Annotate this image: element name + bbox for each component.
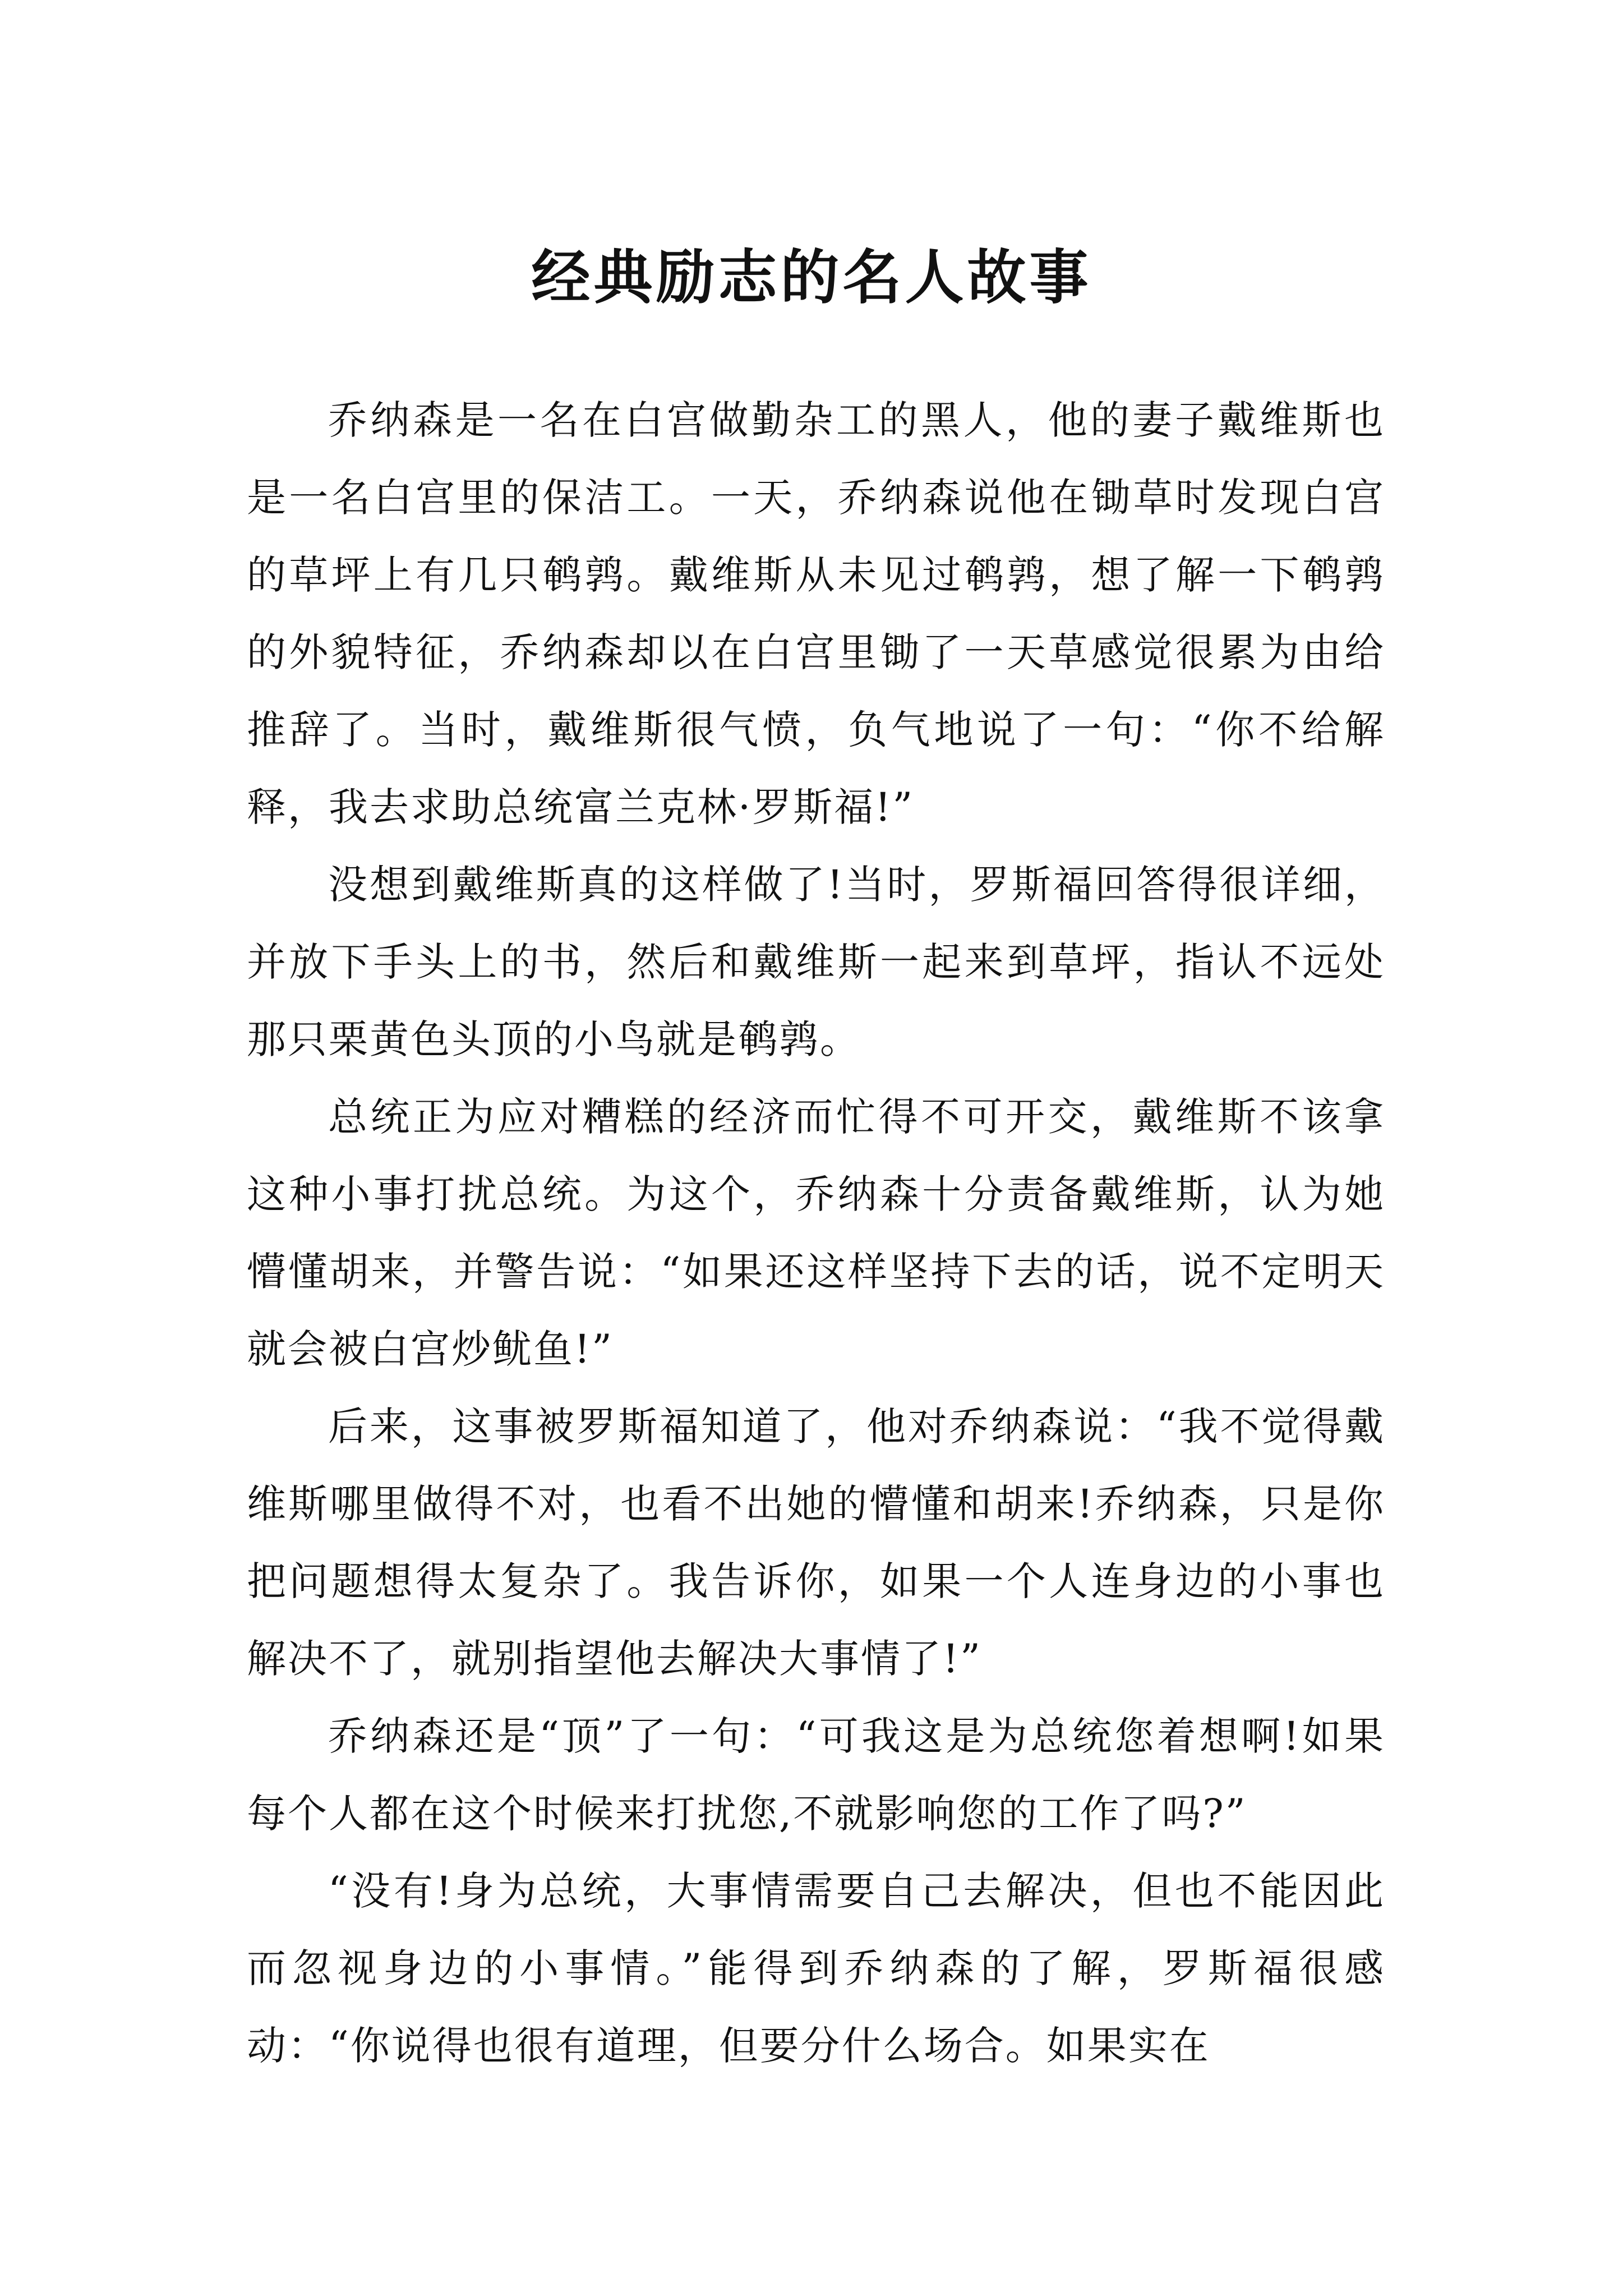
paragraph: 后来，这事被罗斯福知道了，他对乔纳森说：“我不觉得戴维斯哪里做得不对，也看不出她的懵懂和胡来!乔纳森，只是你把问题想得太复杂了。我告诉你，如果一个人连身边的小事也解决不了，就别指望他去解决大事情了!” [247, 1404, 1385, 1682]
paragraph: 乔纳森还是“顶”了一句：“可我这是为总统您着想啊!如果每个人都在这个时候来打扰您,不就影响您的工作了吗?” [247, 1713, 1385, 1837]
paragraph: 没想到戴维斯真的这样做了!当时，罗斯福回答得很详细，并放下手头上的书，然后和戴维斯一起来到草坪，指认不远处那只栗黄色头顶的小鸟就是鹌鹑。 [247, 862, 1385, 1062]
document-title: 经典励志的名人故事 [531, 243, 1092, 312]
document-body [247, 381, 1385, 2085]
paragraph: 乔纳森是一名在白宫做勤杂工的黑人，他的妻子戴维斯也是一名白宫里的保洁工。一天，乔纳森说他在锄草时发现白宫的草坪上有几只鹌鹑。戴维斯从未见过鹌鹑，想了解一下鹌鹑的外貌特征，乔纳森却以在白宫里锄了一天草感觉很累为由给推辞了。当时，戴维斯很气愤，负气地说了一句：“你不给解释，我去求助总统富兰克林·罗斯福!” [247, 397, 1385, 830]
paragraph: 总统正为应对糟糕的经济而忙得不可开交，戴维斯不该拿这种小事打扰总统。为这个，乔纳森十分责备戴维斯，认为她懵懂胡来，并警告说：“如果还这样坚持下去的话，说不定明天就会被白宫炒鱿鱼!” [247, 1094, 1385, 1372]
paragraph: “没有!身为总统，大事情需要自己去解决，但也不能因此而忽视身边的小事情。”能得到乔纳森的了解，罗斯福很感动：“你说得也很有道理，但要分什么场合。如果实在 [247, 1868, 1385, 2069]
